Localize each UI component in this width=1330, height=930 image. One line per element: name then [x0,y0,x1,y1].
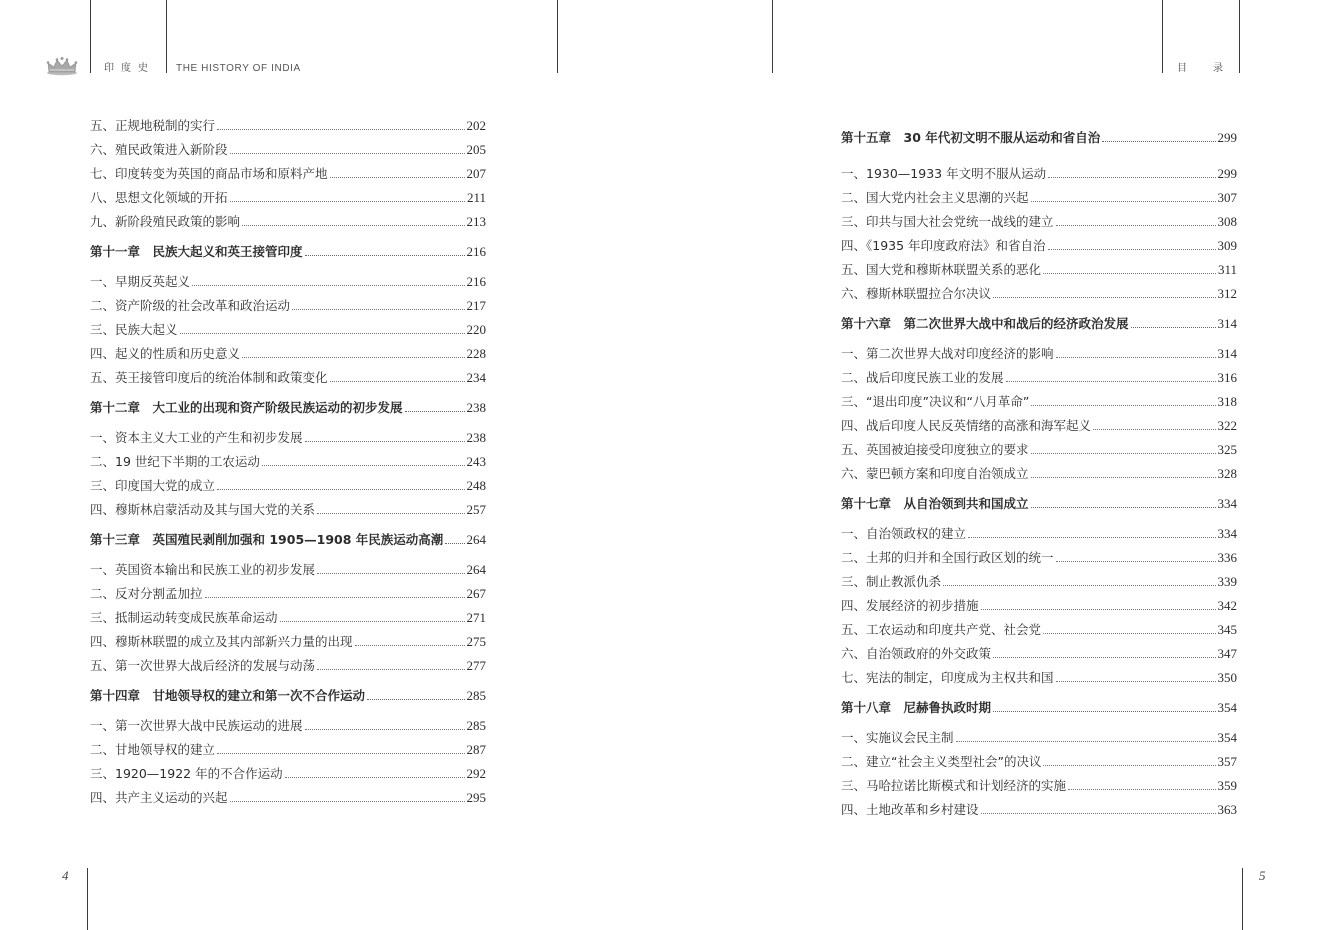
dot-leader [230,200,465,202]
toc-entry-title: 五、英王接管印度后的统治体制和政策变化 [90,370,328,385]
toc-section-entry[interactable] [90,366,486,390]
toc-entry-title: 二、19 世纪下半期的工农运动 [90,454,260,469]
toc-section-entry[interactable] [841,462,1237,486]
dot-leader [217,488,464,490]
header-rule-3 [557,0,558,73]
toc-chapter-entry[interactable] [841,486,1237,522]
toc-entry-title: 四、土地改革和乡村建设 [841,802,979,817]
dot-leader [1131,326,1216,328]
toc-page-number: 350 [1217,670,1237,685]
toc-page-number: 311 [1217,262,1237,277]
toc-chapter-entry[interactable] [90,390,486,426]
toc-section-entry[interactable] [841,282,1237,306]
toc-page-number: 216 [466,244,486,259]
toc-entry-title: 四、战后印度人民反英情绪的高涨和海军起义 [841,418,1092,433]
dot-leader [180,332,465,334]
toc-entry-title: 三、马哈拉诺比斯模式和计划经济的实施 [841,778,1067,793]
toc-entry-title: 一、第二次世界大战对印度经济的影响 [841,346,1054,361]
toc-page-number: 277 [466,658,486,673]
toc-entry-title: 第十八章 尼赫鲁执政时期 [841,700,992,715]
toc-page-number: 309 [1217,238,1237,253]
toc-section-entry[interactable] [841,414,1237,438]
toc-page-number: 359 [1217,778,1237,793]
toc-page-number: 342 [1217,598,1237,613]
toc-page-number: 205 [466,142,486,157]
toc-entry-title: 三、制止教派仇杀 [841,574,942,589]
toc-entry-title: 七、印度转变为英国的商品市场和原料产地 [90,166,328,181]
dot-leader [330,380,465,382]
toc-entry-title: 三、1920—1922 年的不合作运动 [90,766,283,781]
dot-leader [305,440,465,442]
toc-section-entry[interactable] [90,606,486,630]
toc-entry-title: 一、早期反英起义 [90,274,191,289]
dot-leader [367,698,464,700]
dot-leader [1043,764,1215,766]
toc-entry-title: 二、战后印度民族工业的发展 [841,370,1004,385]
toc-left-column [90,114,486,810]
dot-leader [1068,788,1215,790]
toc-section-entry[interactable] [841,774,1237,798]
toc-entry-title: 三、“退出印度”决议和“八月革命” [841,394,1030,409]
toc-entry-title: 四、发展经济的初步措施 [841,598,979,613]
footer-rule-right [1242,868,1243,930]
dot-leader [262,464,465,466]
dot-leader [1031,404,1215,406]
dot-leader [445,542,464,544]
toc-section-entry[interactable] [841,390,1237,414]
running-head-title-en: THE HISTORY OF INDIA [176,63,301,74]
toc-entry-title: 二、资产阶级的社会改革和政治运动 [90,298,291,313]
toc-section-entry[interactable] [841,258,1237,282]
toc-page-number: 314 [1217,316,1237,331]
dot-leader [968,536,1215,538]
toc-page-number: 325 [1217,442,1237,457]
toc-entry-title: 六、自治领政府的外交政策 [841,646,992,661]
dot-leader [217,128,464,130]
toc-page-number: 213 [466,214,486,229]
toc-page-number: 334 [1217,496,1237,511]
page-number-right: 5 [1259,868,1266,883]
toc-entry-title: 四、共产主义运动的兴起 [90,790,228,805]
dot-leader [1031,506,1216,508]
toc-entry-title: 二、国大党内社会主义思潮的兴起 [841,190,1029,205]
dot-leader [230,152,465,154]
dot-leader [1056,680,1216,682]
toc-entry-title: 五、国大党和穆斯林联盟关系的恶化 [841,262,1042,277]
toc-entry-title: 二、土邦的归并和全国行政区划的统一 [841,550,1054,565]
dot-leader [956,740,1216,742]
dot-leader [305,254,465,256]
dot-leader [205,596,465,598]
toc-entry-title: 一、英国资本输出和民族工业的初步发展 [90,562,316,577]
toc-section-entry[interactable] [841,162,1237,186]
toc-page-number: 211 [466,190,486,205]
toc-page-number: 257 [466,502,486,517]
toc-page-number: 363 [1217,802,1237,817]
toc-entry-title: 四、《1935 年印度政府法》和省自治 [841,238,1046,253]
toc-entry-title: 二、反对分割孟加拉 [90,586,203,601]
toc-section-entry[interactable] [841,570,1237,594]
toc-section-entry[interactable] [841,726,1237,750]
dot-leader [943,584,1215,586]
toc-section-entry[interactable] [90,426,486,450]
dot-leader [285,776,465,778]
dot-leader [230,800,465,802]
toc-page-number: 267 [466,586,486,601]
toc-entry-title: 一、第一次世界大战中民族运动的进展 [90,718,303,733]
toc-page-number: 314 [1217,346,1237,361]
header-rule-5 [1162,0,1163,73]
dot-leader [1056,224,1216,226]
toc-page-number: 287 [466,742,486,757]
toc-section-entry[interactable] [841,666,1237,690]
toc-section-entry[interactable] [841,618,1237,642]
toc-section-entry[interactable] [90,186,486,210]
toc-section-entry[interactable] [90,630,486,654]
toc-entry-title: 六、蒙巴顿方案和印度自治领成立 [841,466,1029,481]
dot-leader [317,668,464,670]
footer-rule-left [87,868,88,930]
toc-section-entry[interactable] [841,186,1237,210]
dot-leader [217,752,464,754]
dot-leader [330,176,465,178]
toc-entry-title: 二、建立“社会主义类型社会”的决议 [841,754,1042,769]
toc-section-entry[interactable] [90,654,486,678]
toc-entry-title: 一、实施议会民主制 [841,730,954,745]
toc-entry-title: 三、印度国大党的成立 [90,478,216,493]
toc-entry-title: 四、穆斯林联盟的成立及其内部新兴力量的出现 [90,634,353,649]
toc-entry-title: 五、英国被迫接受印度独立的要求 [841,442,1029,457]
toc-chapter-entry[interactable] [841,306,1237,342]
toc-section-entry[interactable] [90,762,486,786]
toc-entry-title: 第十二章 大工业的出现和资产阶级民族运动的初步发展 [90,400,403,415]
toc-page-number: 292 [466,766,486,781]
toc-page-number: 238 [466,430,486,445]
toc-section-entry[interactable] [841,210,1237,234]
toc-page-number: 264 [466,532,486,547]
toc-entry-title: 三、抵制运动转变成民族革命运动 [90,610,278,625]
toc-right-column [841,126,1237,822]
toc-entry-title: 三、民族大起义 [90,322,178,337]
dot-leader [981,812,1216,814]
toc-entry-title: 第十一章 民族大起义和英王接管印度 [90,244,303,259]
toc-page-number: 285 [466,718,486,733]
toc-page-number: 334 [1217,526,1237,541]
toc-page-number: 202 [466,118,486,133]
toc-entry-title: 九、新阶段殖民政策的影响 [90,214,241,229]
dot-leader [1056,356,1216,358]
toc-page-number: 339 [1217,574,1237,589]
toc-entry-title: 七、宪法的制定，印度成为主权共和国 [841,670,1054,685]
toc-entry-title: 四、穆斯林启蒙活动及其与国大党的关系 [90,502,316,517]
dot-leader [1093,428,1215,430]
header-rule-2 [166,0,167,73]
toc-section-entry[interactable] [90,786,486,810]
toc-section-entry[interactable] [90,714,486,738]
toc-entry-title: 一、1930—1933 年文明不服从运动 [841,166,1047,181]
toc-section-entry[interactable] [90,114,486,138]
dot-leader [993,656,1215,658]
toc-section-entry[interactable] [90,294,486,318]
dot-leader [1031,452,1216,454]
dot-leader [242,224,464,226]
toc-page-number: 238 [466,400,486,415]
dot-leader [280,620,465,622]
toc-entry-title: 第十五章 30 年代初文明不服从运动和省自治 [841,130,1101,145]
toc-page-number: 322 [1217,418,1237,433]
toc-section-entry[interactable] [90,558,486,582]
toc-page-number: 220 [466,322,486,337]
toc-entry-title: 一、资本主义大工业的产生和初步发展 [90,430,303,445]
toc-entry-title: 四、起义的性质和历史意义 [90,346,241,361]
toc-section-entry[interactable] [90,498,486,522]
dot-leader [1102,140,1215,142]
toc-page-number: 354 [1217,730,1237,745]
toc-page-number: 295 [466,790,486,805]
dot-leader [317,512,464,514]
toc-page-number: 275 [466,634,486,649]
toc-section-entry[interactable] [90,582,486,606]
toc-page-number: 347 [1217,646,1237,661]
dot-leader [1043,272,1216,274]
toc-section-entry[interactable] [90,474,486,498]
running-head-contents: 目录 [1177,63,1249,74]
toc-page-number: 316 [1217,370,1237,385]
toc-entry-title: 第十四章 甘地领导权的建立和第一次不合作运动 [90,688,366,703]
toc-page-number: 234 [466,370,486,385]
toc-section-entry[interactable] [90,738,486,762]
toc-entry-title: 二、甘地领导权的建立 [90,742,216,757]
dot-leader [305,728,465,730]
toc-entry-title: 五、正规地税制的实行 [90,118,216,133]
toc-section-entry[interactable] [841,342,1237,366]
dot-leader [242,356,464,358]
toc-section-entry[interactable] [90,270,486,294]
toc-page-number: 243 [466,454,486,469]
dot-leader [292,308,464,310]
dot-leader [993,710,1215,712]
toc-page-number: 328 [1217,466,1237,481]
dot-leader [317,572,464,574]
toc-section-entry[interactable] [90,210,486,234]
toc-chapter-entry[interactable] [90,522,486,558]
dot-leader [1006,380,1216,382]
toc-page-number: 207 [466,166,486,181]
toc-entry-title: 六、穆斯林联盟拉合尔决议 [841,286,992,301]
toc-section-entry[interactable] [90,342,486,366]
dot-leader [1031,476,1216,478]
toc-section-entry[interactable] [841,798,1237,822]
toc-chapter-entry[interactable] [90,678,486,714]
dot-leader [405,410,465,412]
toc-page-number: 336 [1217,550,1237,565]
toc-section-entry[interactable] [841,366,1237,390]
toc-page-number: 357 [1217,754,1237,769]
dot-leader [192,284,464,286]
toc-chapter-entry[interactable] [90,234,486,270]
toc-section-entry[interactable] [841,594,1237,618]
toc-section-entry[interactable] [90,450,486,474]
toc-page-number: 345 [1217,622,1237,637]
toc-entry-title: 第十七章 从自治领到共和国成立 [841,496,1029,511]
toc-chapter-entry[interactable] [841,126,1237,150]
toc-page-number: 248 [466,478,486,493]
toc-entry-title: 一、自治领政权的建立 [841,526,967,541]
dot-leader [993,296,1215,298]
dot-leader [1043,632,1215,634]
toc-page-number: 299 [1217,166,1237,181]
toc-section-entry[interactable] [841,522,1237,546]
toc-section-entry[interactable] [90,162,486,186]
running-head-title-cn: 印度史 [104,63,155,74]
toc-page-number: 312 [1217,286,1237,301]
toc-entry-title: 第十六章 第二次世界大战中和战后的经济政治发展 [841,316,1129,331]
toc-entry-title: 五、工农运动和印度共产党、社会党 [841,622,1042,637]
header-rule-4 [772,0,773,73]
dot-leader [981,608,1216,610]
toc-entry-title: 第十三章 英国殖民剥削加强和 1905—1908 年民族运动高潮 [90,532,444,547]
toc-page-number: 308 [1217,214,1237,229]
toc-entry-title: 六、殖民政策进入新阶段 [90,142,228,157]
toc-page-number: 299 [1217,130,1237,145]
dot-leader [1056,560,1216,562]
toc-entry-title: 五、第一次世界大战后经济的发展与动荡 [90,658,316,673]
dot-leader [1048,248,1216,250]
toc-page-number: 264 [466,562,486,577]
toc-section-entry[interactable] [841,234,1237,258]
toc-section-entry[interactable] [841,546,1237,570]
toc-section-entry[interactable] [841,750,1237,774]
toc-page-number: 307 [1217,190,1237,205]
dot-leader [1031,200,1216,202]
toc-page-number: 216 [466,274,486,289]
toc-entry-title: 八、思想文化领域的开拓 [90,190,228,205]
toc-section-entry[interactable] [90,318,486,342]
toc-page-number: 271 [466,610,486,625]
header-rule-1 [90,0,91,73]
toc-section-entry[interactable] [841,438,1237,462]
toc-page-number: 285 [466,688,486,703]
dot-leader [355,644,465,646]
dot-leader [1048,176,1215,178]
toc-section-entry[interactable] [841,642,1237,666]
page-number-left: 4 [62,868,69,883]
crown-icon [46,56,78,76]
toc-page-number: 354 [1217,700,1237,715]
toc-section-entry[interactable] [90,138,486,162]
toc-page-number: 217 [466,298,486,313]
toc-chapter-entry[interactable] [841,690,1237,726]
toc-page-number: 228 [466,346,486,361]
toc-page-number: 318 [1217,394,1237,409]
toc-entry-title: 三、印共与国大社会党统一战线的建立 [841,214,1054,229]
